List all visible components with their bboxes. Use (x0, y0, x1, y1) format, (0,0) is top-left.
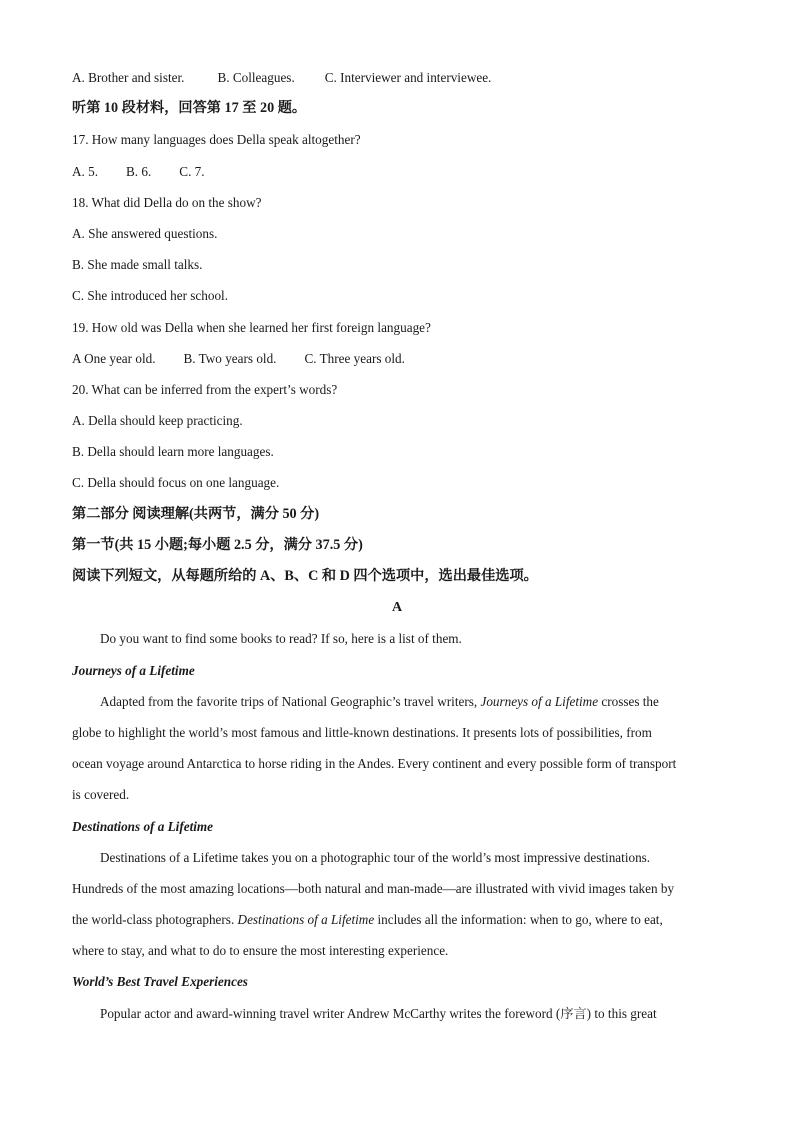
exam-page (72, 62, 722, 1029)
book1-text-a: Adapted from the favorite trips of National Geographic’s travel writers, (100, 693, 481, 709)
q19-option-b: B. Two years old. (183, 350, 277, 366)
q16-option-c: C. Interviewer and interviewee. (324, 70, 492, 85)
q19-options (72, 343, 722, 374)
book2-text-b: includes all the information: when to go, where to eat, (374, 912, 663, 928)
book2-line-1: Destinations of a Lifetime takes you on a photographic tour of the world’s most impressive destinations. (100, 849, 651, 865)
book1-line-3: ocean voyage around Antarctica to horse riding in the Andes. Every continent and every possible form of transport (72, 756, 677, 772)
part2-heading: 第二部分 阅读理解(共两节，满分 50 分) (72, 505, 320, 522)
q20-option-a: A. Della should keep practicing. (72, 413, 243, 429)
q16-option-b: B. Colleagues. (217, 70, 295, 85)
q16-options (72, 62, 722, 93)
passage-label: A (391, 600, 403, 616)
book1-title: Journeys of a Lifetime (72, 662, 195, 678)
q18-option-a: A. She answered questions. (72, 225, 218, 241)
q18-option-b: B. She made small talks. (72, 257, 203, 273)
book1-inline-title: Journeys of a Lifetime (480, 693, 599, 709)
q17-option-c: C. 7. (179, 163, 205, 179)
q17-options (72, 156, 722, 187)
book3-title: World’s Best Travel Experiences (72, 974, 248, 990)
q20-option-c: C. Della should focus on one language. (72, 475, 280, 491)
book3-line-1: Popular actor and award-winning travel writer Andrew McCarthy writes the foreword (序言) to this great (100, 1005, 657, 1021)
book1-line-1 (72, 686, 722, 717)
q20-stem: 20. What can be inferred from the expert’s words? (72, 381, 338, 397)
book1-line-4: is covered. (72, 787, 130, 803)
q19-option-a: A One year old. (72, 350, 156, 366)
q16-option-a: A. Brother and sister. (72, 70, 185, 85)
q18-stem: 18. What did Della do on the show? (72, 194, 262, 210)
book2-inline-title: Destinations of a Lifetime (237, 912, 375, 928)
passage-intro: Do you want to find some books to read? If so, here is a list of them. (100, 631, 462, 647)
q19-option-c: C. Three years old. (304, 350, 405, 366)
q20-option-b: B. Della should learn more languages. (72, 444, 274, 460)
book1-line-2: globe to highlight the world’s most famous and little-known destinations. It presents lots of possibilities, from (72, 724, 652, 740)
book2-line-4: where to stay, and what to do to ensure the most interesting experience. (72, 943, 449, 959)
q17-stem: 17. How many languages does Della speak altogether? (72, 132, 361, 148)
q18-option-c: C. She introduced her school. (72, 288, 229, 304)
q17-option-a: A. 5. (72, 163, 99, 179)
book2-line-2: Hundreds of the most amazing locations—both natural and man-made—are illustrated with vivid images taken by (72, 880, 675, 896)
book2-line-3 (72, 904, 722, 935)
section10-heading: 听第 10 段材料，回答第 17 至 20 题。 (72, 100, 307, 117)
book2-title: Destinations of a Lifetime (72, 818, 214, 834)
reading-instruction: 阅读下列短文，从每题所给的 A、B、C 和 D 四个选项中，选出最佳选项。 (72, 568, 538, 584)
book2-text-a: the world-class photographers. (72, 912, 238, 928)
section1-heading: 第一节(共 15 小题;每小题 2.5 分，满分 37.5 分) (72, 536, 363, 553)
q19-stem: 19. How old was Della when she learned her first foreign language? (72, 319, 431, 335)
q17-option-b: B. 6. (126, 163, 152, 179)
book1-text-b: crosses the (598, 693, 659, 709)
